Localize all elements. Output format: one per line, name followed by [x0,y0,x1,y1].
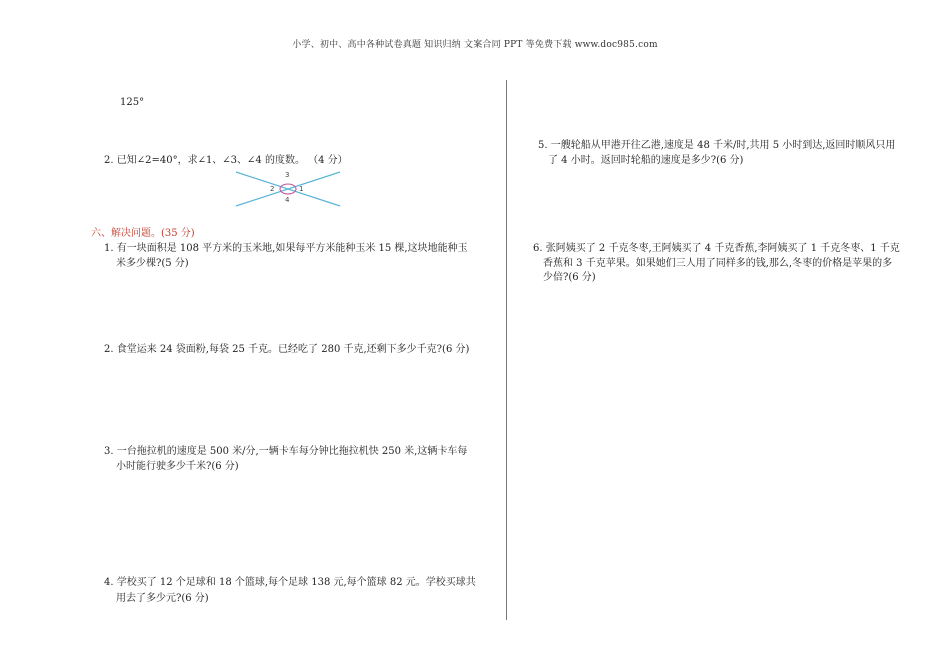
problem-3-line2: 小时能行驶多少千米?(6 分) [116,461,239,472]
problem-3-line1: 3. 一台拖拉机的速度是 500 米/分,一辆卡车每分钟比拖拉机快 250 米,这辆卡车每 [104,446,468,457]
problem-1-line2: 米多少棵?(5 分) [116,258,189,269]
problem-1-line1: 1. 有一块面积是 108 平方米的玉米地,如果每平方米能种玉米 15 棵,这块地能种玉 [104,243,468,254]
problem-6-line3: 少倍?(6 分) [543,272,596,283]
label-1: 1 [299,185,304,193]
page-header: 小学、初中、高中各种试卷真题 知识归纳 文案合同 PPT 等免费下载 www.doc985.com [292,40,658,50]
question-2: 2. 已知∠2=40°，求∠1、∠3、∠4 的度数。 （4 分） [104,155,348,166]
label-2: 2 [270,185,275,193]
problem-5-line2: 了 4 小时。返回时轮船的速度是多少?(6 分) [548,155,744,166]
problem-6-line2: 香蕉和 3 千克苹果。如果她们三人用了同样多的钱,那么,冬枣的价格是苹果的多 [543,258,893,269]
problem-5-line1: 5. 一艘轮船从甲港开往乙港,速度是 48 千米/时,共用 5 小时到达,返回时顺风只用 [538,140,896,151]
problem-6-line1: 6. 张阿姨买了 2 千克冬枣,王阿姨买了 4 千克香蕉,李阿姨买了 1 千克冬枣、1 千克 [533,243,900,254]
column-divider [506,80,507,620]
problem-4-line1: 4. 学校买了 12 个足球和 18 个篮球,每个足球 138 元,每个篮球 82 元。学校买球共 [104,577,476,588]
label-4: 4 [285,196,290,204]
intersecting-lines-figure [230,168,345,210]
problem-2: 2. 食堂运来 24 袋面粉,每袋 25 千克。已经吃了 280 千克,还剩下多少千克?(6 分) [104,344,470,355]
problem-4-line2: 用去了多少元?(6 分) [116,593,209,604]
label-3: 3 [285,171,290,179]
angle-value-text: 125° [120,97,145,108]
section-6-heading: 六、解决问题。(35 分) [91,228,195,239]
